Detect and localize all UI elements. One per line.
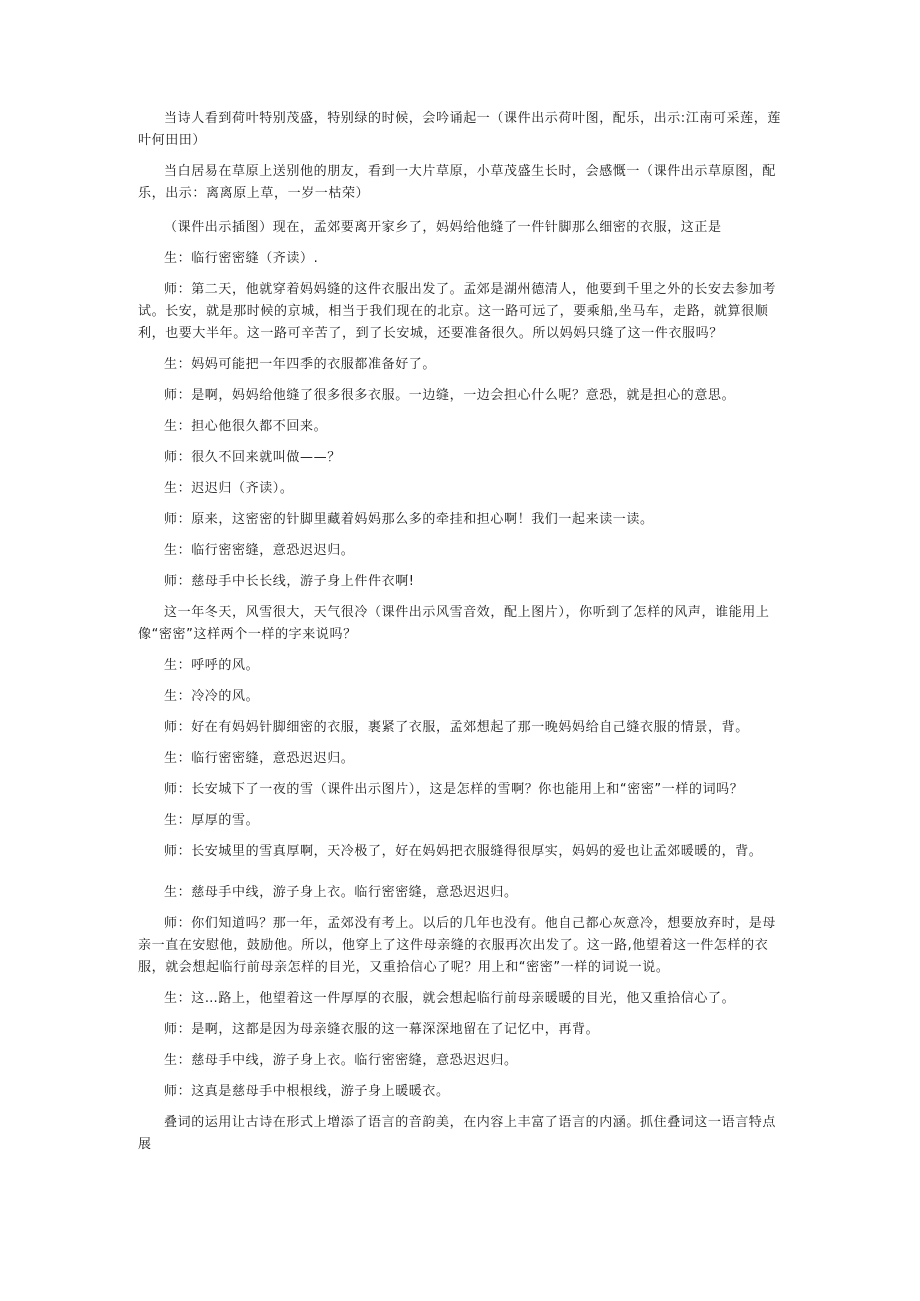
paragraph-17: 师：好在有妈妈针脚细密的衣服，裹紧了衣服，孟郊想起了那一晚妈妈给自己缝衣服的情景，背。 <box>164 720 749 735</box>
document-page <box>138 108 784 1156</box>
paragraph-10: 生：迟迟归（齐读）。 <box>164 481 294 496</box>
paragraph-3: （课件出示插图）现在，孟郊要离开家乡了，妈妈给他缝了一件针脚那么细密的衣服，这正是 <box>164 220 722 235</box>
paragraph-16: 生：冷冷的风。 <box>164 689 260 704</box>
paragraph-26: 生：慈母手中线，游子身上衣。临行密密缝，意恐迟迟归。 <box>164 1053 518 1068</box>
paragraph-19: 师：长安城下了一夜的雪（课件出示图片），这是怎样的雪啊？你也能用上和“密密”一样的词吗？ <box>164 782 744 797</box>
paragraph-22: 生：慈母手中线，游子身上衣。临行密密缝，意恐迟迟归。 <box>164 885 518 900</box>
paragraph-8: 生：担心他很久都不回来。 <box>164 419 328 434</box>
paragraph-5: 师：第二天，他就穿着妈妈缝的这件衣服出发了。孟郊是湖州德清人，他要到千里之外的长安去参加考试。长安，就是那时候的京城，相当于我们现在的北京。这一路可远了，要乘船,坐马车，走路，就算很顺利，也要大半年。这一路可辛苦了，到了长安城，还要准备很久。所以妈妈只缝了这一件衣服吗？ <box>138 282 777 341</box>
paragraph-12: 生：临行密密缝，意恐迟迟归。 <box>164 543 355 558</box>
paragraph-6: 生：妈妈可能把一年四季的衣服都准备好了。 <box>164 357 437 372</box>
paragraph-7: 师：是啊，妈妈给他缝了很多很多衣服。一边缝，一边会担心什么呢？意恐，就是担心的意思。 <box>164 388 736 403</box>
paragraph-18: 生：临行密密缝，意恐迟迟归。 <box>164 751 355 766</box>
paragraph-20: 生：厚厚的雪。 <box>164 813 260 828</box>
paragraph-28: 叠词的运用让古诗在形式上增添了语言的音韵美，在内容上丰富了语言的内涵。抓住叠词这一语言特点展 <box>138 1115 777 1152</box>
paragraph-24: 生：这…路上，他望着这一件厚厚的衣服，就会想起临行前母亲暖暖的目光，他又重拾信心了。 <box>164 991 736 1006</box>
paragraph-14: 这一年冬天，风雪很大，天气很冷（课件出示风雪音效，配上图片），你听到了怎样的风声，谁能用上像“密密”这样两个一样的字来说吗？ <box>138 605 770 642</box>
paragraph-1: 当诗人看到荷叶特别茂盛，特别绿的时候，会吟诵起一（课件出示荷叶图，配乐，出示:江南可采莲，莲叶何田田） <box>138 111 781 148</box>
paragraph-9: 师：很久不回来就叫做——？ <box>164 450 341 465</box>
paragraph-11: 师：原来，这密密的针脚里藏着妈妈那么多的牵挂和担心啊！我们一起来读一读。 <box>164 512 654 527</box>
paragraph-2: 当白居易在草原上送别他的朋友，看到一大片草原，小草茂盛生长时，会感慨一（课件出示草原图，配乐，出示：离离原上草，一岁一枯荣） <box>138 164 777 201</box>
paragraph-4: 生：临行密密缝（齐读）. <box>164 251 319 266</box>
paragraph-15: 生：呼呼的风。 <box>164 658 260 673</box>
paragraph-23: 师：你们知道吗？那一年，孟郊没有考上。以后的几年也没有。他自己都心灰意冷，想要放弃时，是母亲一直在安慰他，鼓励他。所以，他穿上了这件母亲缝的衣服再次出发了。这一路,他望着这一件怎样的衣服，就会想起临行前母亲怎样的目光，又重拾信心了呢？用上和“密密”一样的词说一说。 <box>138 916 777 975</box>
paragraph-13: 师：慈母手中长长线，游子身上件件衣啊! <box>164 574 415 589</box>
paragraph-27: 师：这真是慈母手中根根线，游子身上暖暖衣。 <box>164 1084 450 1099</box>
paragraph-25: 师：是啊，这都是因为母亲缝衣服的这一幕深深地留在了记忆中，再背。 <box>164 1022 600 1037</box>
paragraph-21: 师：长安城里的雪真厚啊，天冷极了，好在妈妈把衣服缝得很厚实，妈妈的爱也让孟郊暖暖的，背。 <box>164 844 763 859</box>
